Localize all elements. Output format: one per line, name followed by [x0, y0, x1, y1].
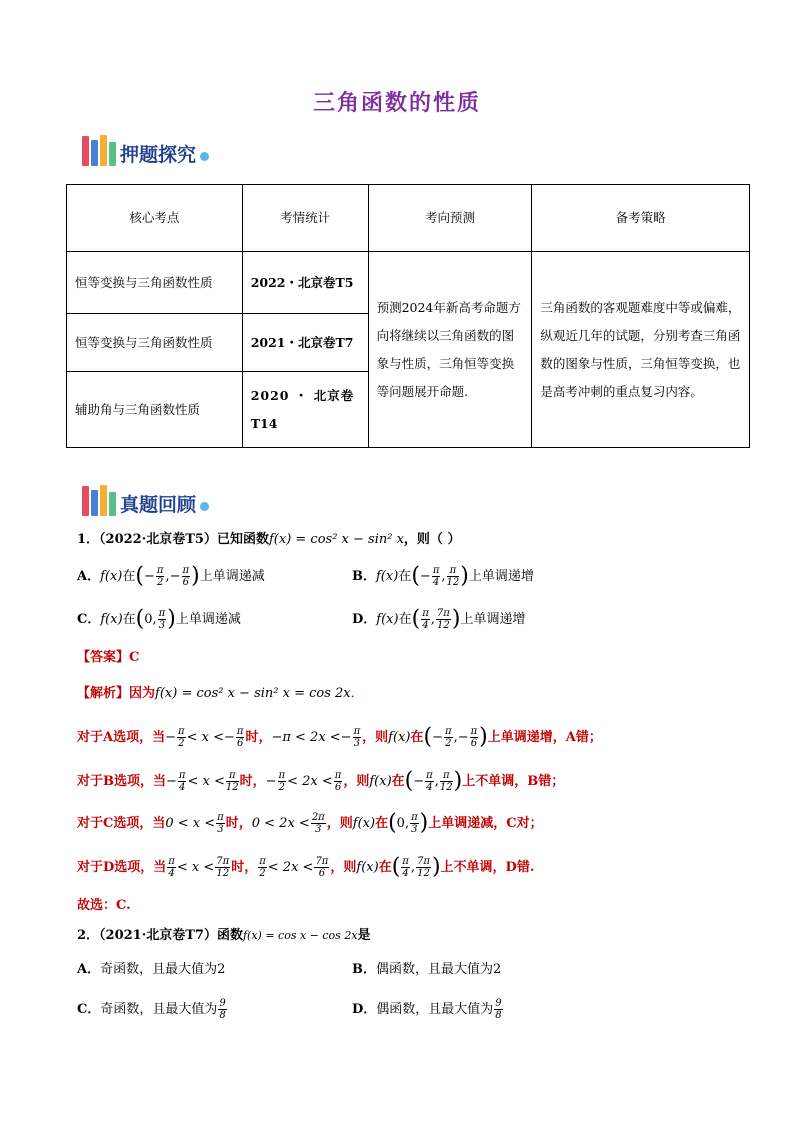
option-text: 奇函数，且最大值为2	[100, 962, 226, 977]
analysis-text: 因为	[129, 686, 156, 701]
analysis-math: f(x) = cos² x − sin² x = cos 2x	[155, 686, 351, 701]
text: ，则	[362, 730, 389, 745]
analysis-line-a: 对于A选项，当− $\frac{\pi}{2}$ < x <− $\frac{\pi}{6}$ 时，−π < 2x <− $\frac{\pi}{3}$ ，则f(x)在(− $\frac{\pi}{2}$ ,− $\frac{\pi}{6}$ )上单调递增，A错；	[77, 724, 602, 750]
table-cell-stat: 2021・北京卷T7	[242, 314, 368, 372]
text: ，则	[330, 860, 357, 875]
text: 对于A选项，当	[77, 730, 166, 745]
conclusion: 故选：C.	[77, 898, 131, 913]
table-header-row	[67, 185, 750, 252]
text: 在	[375, 816, 389, 831]
table-cell-point: 辅助角与三角函数性质	[67, 372, 243, 448]
analysis-end: ．	[350, 686, 364, 701]
text: 上单调递增，A错；	[487, 730, 602, 745]
option-func: f(x)	[100, 612, 123, 627]
text: 时，	[245, 730, 272, 745]
q1-stem-prefix: 1．（2022·北京卷T5）已知函数	[77, 532, 269, 547]
option-text: 在	[122, 612, 136, 627]
option-label: A．	[77, 569, 101, 584]
text: 时，	[239, 774, 266, 789]
q1-stem-suffix: ，则（ ）	[403, 532, 461, 547]
books-icon	[82, 135, 116, 166]
table-header-cell: 考向预测	[368, 185, 532, 252]
q2-option-b[interactable]	[352, 960, 501, 980]
table-row	[67, 252, 750, 314]
text: 对于D选项，当	[77, 860, 167, 875]
question-2-stem	[77, 926, 371, 946]
max-value-fraction: $\frac{9}{8}$	[219, 998, 226, 1021]
option-func: f(x)	[100, 569, 123, 584]
books-icon	[82, 485, 116, 516]
option-text: 上单调递减	[199, 569, 265, 584]
dot-icon	[200, 502, 209, 511]
text: 对于C选项，当	[77, 816, 166, 831]
q2-stem-suffix: 是	[357, 928, 371, 943]
q1-function: f(x) = cos² x − sin² x	[268, 532, 404, 547]
section-header-explore	[82, 132, 209, 166]
text: 在	[378, 860, 392, 875]
max-value-fraction: $\frac{9}{8}$	[495, 998, 502, 1021]
table-cell-point: 恒等变换与三角函数性质	[67, 314, 243, 372]
option-label: D．	[352, 1002, 377, 1017]
option-label: C．	[77, 1002, 101, 1017]
stat-line: T14	[250, 415, 278, 431]
analysis-intro	[77, 684, 364, 704]
option-func: f(x)	[376, 569, 399, 584]
table-header-cell: 核心考点	[67, 185, 243, 252]
option-label: C．	[77, 612, 101, 627]
option-label: D．	[352, 612, 377, 627]
exam-analysis-table	[66, 184, 750, 448]
q2-function: f(x) = cos x − cos 2x	[242, 929, 358, 942]
dot-icon	[200, 152, 209, 161]
q2-option-d[interactable]	[352, 998, 504, 1021]
stat-line: 2020 ・ 北京卷	[250, 387, 355, 403]
option-label: B．	[352, 962, 376, 977]
text: 上不单调，B错；	[462, 774, 565, 789]
table-cell-stat	[242, 372, 368, 448]
table-cell-point: 恒等变换与三角函数性质	[67, 252, 243, 314]
text: 在	[410, 730, 424, 745]
option-text: 偶函数，且最大值为	[376, 1002, 494, 1017]
text: 在	[391, 774, 405, 789]
option-text: 上单调递增	[468, 569, 534, 584]
option-text: 在	[398, 569, 412, 584]
answer: 【答案】C	[77, 650, 140, 665]
option-text: 奇函数，且最大值为	[100, 1002, 218, 1017]
option-text: 在	[122, 569, 136, 584]
analysis-tag: 【解析】	[77, 686, 130, 701]
text: 上不单调，D错.	[440, 860, 535, 875]
option-a[interactable]: A．f(x)在(− $\frac{\pi}{2}$ ,− $\frac{\pi}{6}$ )上单调递减	[77, 563, 265, 589]
option-b[interactable]: B．f(x)在(− $\frac{\pi}{4}$ , $\frac{\pi}{12}$ )上单调递增	[352, 563, 534, 589]
table-cell-forecast: 预测2024年新高考命题方向将继续以三角函数的图象与性质，三角恒等变换等问题展开命题.	[368, 252, 532, 448]
table-header-cell: 备考策略	[532, 185, 750, 252]
analysis-line-c: 对于C选项，当0 < x < $\frac{\pi}{3}$ 时，0 < 2x < $\frac{2\pi}{3}$ ，则f(x)在(0, $\frac{\pi}{3}$ )上单调递减，C对；	[77, 810, 543, 836]
text: 时，	[225, 816, 252, 831]
option-label: B．	[352, 569, 376, 584]
analysis-line-b: 对于B选项，当− $\frac{\pi}{4}$ < x < $\frac{\pi}{12}$ 时，− $\frac{\pi}{2}$ < 2x < $\frac{\pi}{6}$ ，则f(x)在(− $\frac{\pi}{4}$ , $\frac{\pi}{12}$ )上不单调，B错；	[77, 768, 565, 794]
analysis-line-d: 对于D选项，当 $\frac{\pi}{4}$ < x < $\frac{7\pi}{12}$ 时， $\frac{\pi}{2}$ < 2x < $\frac{7\pi}{6}$ ，则f(x)在( $\frac{\pi}{4}$ , $\frac{7\pi}{12}$ )上不单调，D错.	[77, 854, 535, 880]
option-d[interactable]: D．f(x)在( $\frac{\pi}{4}$ , $\frac{7\pi}{12}$ )上单调递增	[352, 606, 526, 632]
section-title: 真题回顾	[120, 494, 197, 516]
table-cell-strategy: 三角函数的客观题难度中等或偏难，纵观近几年的试题，分别考查三角函数的图象与性质，三角恒等变换，也是高考冲刺的重点复习内容。	[532, 252, 750, 448]
page-title: 三角函数的性质	[312, 91, 481, 116]
section-header-review	[82, 482, 209, 516]
question-1-stem	[77, 530, 460, 550]
option-label: A．	[77, 962, 101, 977]
text: ，则	[326, 816, 353, 831]
text: 时，	[231, 860, 258, 875]
table-cell-stat: 2022・北京卷T5	[242, 252, 368, 314]
q2-stem-prefix: 2．（2021·北京卷T7）函数	[77, 928, 243, 943]
option-text: 偶函数，且最大值为2	[376, 962, 502, 977]
option-c[interactable]: C．f(x)在(0, $\frac{\pi}{3}$ )上单调递减	[77, 606, 241, 632]
q2-option-a[interactable]	[77, 960, 225, 980]
section-title: 押题探究	[120, 144, 197, 166]
option-text: 上单调递减	[175, 612, 241, 627]
text: 对于B选项，当	[77, 774, 166, 789]
option-text: 在	[398, 612, 412, 627]
text: ，则	[343, 774, 370, 789]
option-func: f(x)	[376, 612, 399, 627]
q2-option-c[interactable]	[77, 998, 228, 1021]
text: 上单调递减，C对；	[428, 816, 543, 831]
table-header-cell: 考情统计	[242, 185, 368, 252]
option-text: 上单调递增	[460, 612, 526, 627]
